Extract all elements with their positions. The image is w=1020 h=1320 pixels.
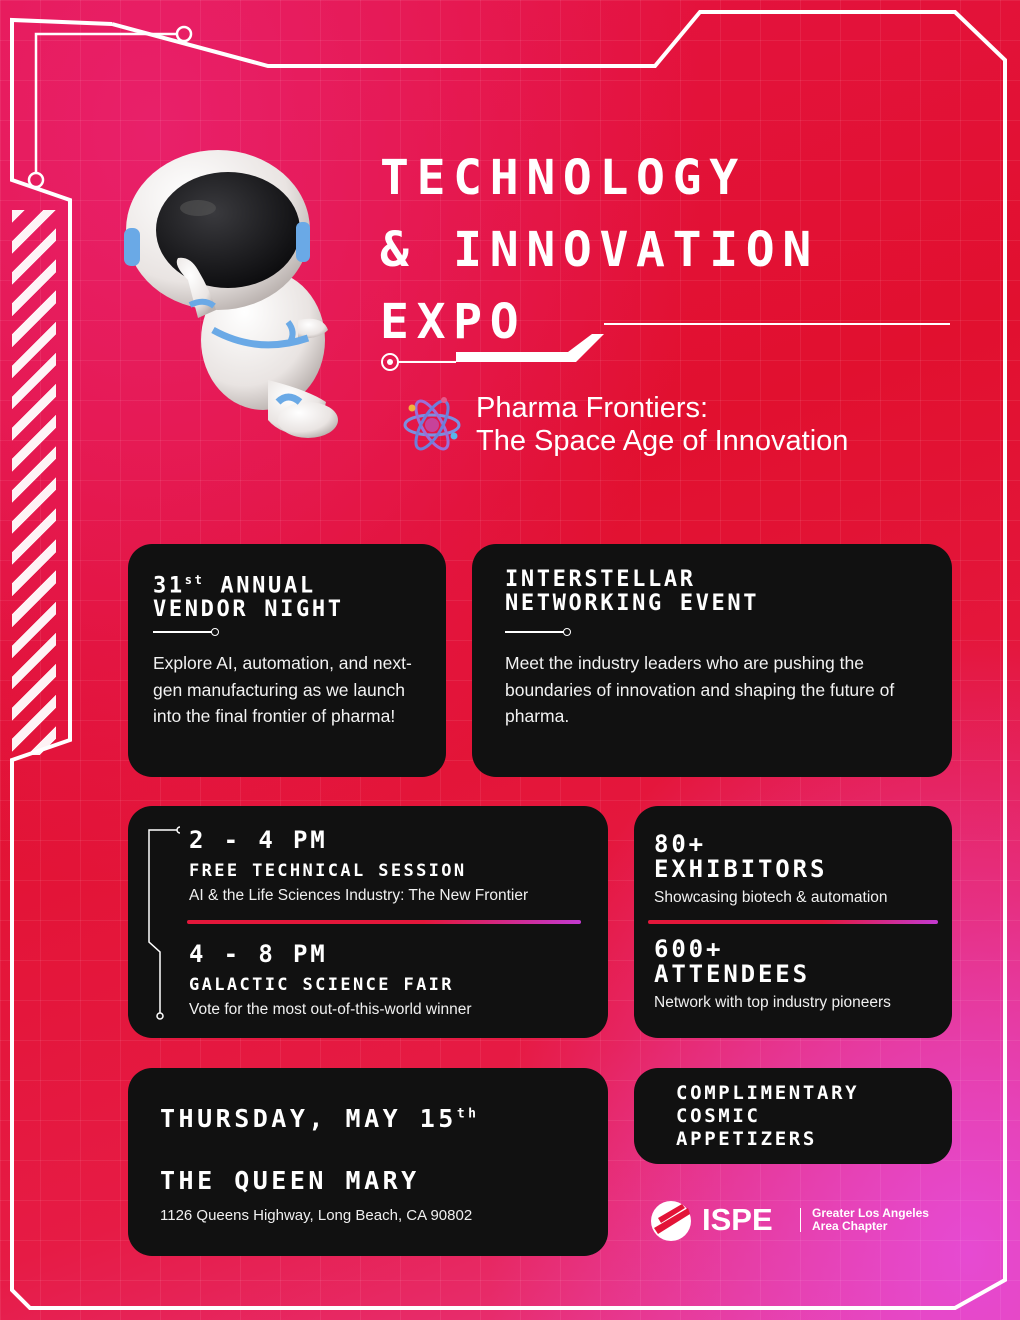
logo-separator: [800, 1208, 801, 1232]
stat-value: 80+: [654, 830, 706, 858]
astronaut-illustration: [118, 140, 348, 445]
networking-body: Meet the industry leaders who are pushing the boundaries of innovation and shaping the future of pharma.: [505, 653, 895, 726]
chapter-name: [812, 1207, 929, 1233]
schedule-card: [128, 806, 608, 1038]
networking-heading: [505, 568, 759, 616]
expo-title: [380, 142, 980, 358]
schedule-description: AI & the Life Sciences Industry: The New Frontier: [189, 887, 529, 904]
schedule-title: GALACTIC SCIENCE FAIR: [189, 975, 454, 995]
ispe-wordmark: ISPE: [702, 1202, 773, 1237]
stat-label: ATTENDEES: [654, 960, 810, 988]
chapter-line-1: Greater Los Angeles: [812, 1206, 929, 1220]
vendor-night-heading: [153, 568, 344, 622]
appetizers-card: [634, 1068, 952, 1164]
stat-value: 600+: [654, 935, 724, 963]
chapter-line-2: Area Chapter: [812, 1219, 888, 1233]
stat-description: Network with top industry pioneers: [654, 994, 891, 1011]
ispe-logo: [648, 1198, 948, 1244]
networking-card: [472, 544, 952, 777]
schedule-title: FREE TECHNICAL SESSION: [189, 861, 467, 881]
stats-card: [634, 806, 952, 1038]
event-address: 1126 Queens Highway, Long Beach, CA 90802: [160, 1207, 473, 1224]
stats-divider: [648, 920, 938, 924]
event-date-ordinal: th: [456, 1106, 480, 1122]
title-line-1: TECHNOLOGY: [380, 150, 746, 206]
heading-number: 31: [153, 573, 185, 599]
schedule-time: 4 - 8 PM: [189, 940, 328, 968]
event-date-text: THURSDAY, MAY 15: [160, 1104, 457, 1133]
appetizers-line-3: APPETIZERS: [676, 1128, 817, 1150]
heading-annual: ANNUAL: [204, 573, 316, 599]
ispe-mark-icon: [648, 1198, 694, 1244]
event-venue: THE QUEEN MARY: [160, 1166, 420, 1195]
event-date: [160, 1104, 479, 1133]
vendor-night-card: [128, 544, 446, 777]
subtitle-line-1: Pharma Frontiers:: [476, 392, 709, 424]
title-line-2: & INNOVATION: [380, 222, 819, 278]
stat-description: Showcasing biotech & automation: [654, 889, 888, 906]
card-rule: [153, 631, 213, 633]
timeline-connector: [140, 824, 180, 1024]
expo-subtitle: [476, 392, 848, 458]
appetizers-line-2: COSMIC: [676, 1105, 761, 1127]
schedule-description: Vote for the most out-of-this-world winner: [189, 1001, 472, 1018]
schedule-item: [189, 940, 589, 1020]
schedule-divider: [187, 920, 581, 924]
schedule-time: 2 - 4 PM: [189, 826, 328, 854]
subtitle-line-2: The Space Age of Innovation: [476, 425, 849, 457]
vendor-night-body: Explore AI, automation, and next-gen manufacturing as we launch into the final frontier of pharma!: [153, 653, 412, 726]
stat-exhibitors: [654, 832, 944, 908]
heading-ordinal: st: [184, 573, 205, 587]
stat-attendees: [654, 937, 949, 1013]
hazard-stripes: [12, 210, 56, 755]
title-line-3: EXPO: [380, 294, 527, 350]
appetizers-text: [676, 1082, 859, 1151]
atom-icon: [402, 392, 462, 458]
networking-heading-line-2: NETWORKING EVENT: [505, 591, 760, 616]
appetizers-line-1: COMPLIMENTARY: [676, 1082, 860, 1104]
stat-label: EXHIBITORS: [654, 855, 828, 883]
heading-line-2: VENDOR NIGHT: [153, 597, 344, 623]
schedule-item: [189, 826, 589, 906]
event-info-card: [128, 1068, 608, 1256]
networking-heading-line-1: INTERSTELLAR: [505, 567, 696, 592]
card-rule: [505, 631, 565, 633]
